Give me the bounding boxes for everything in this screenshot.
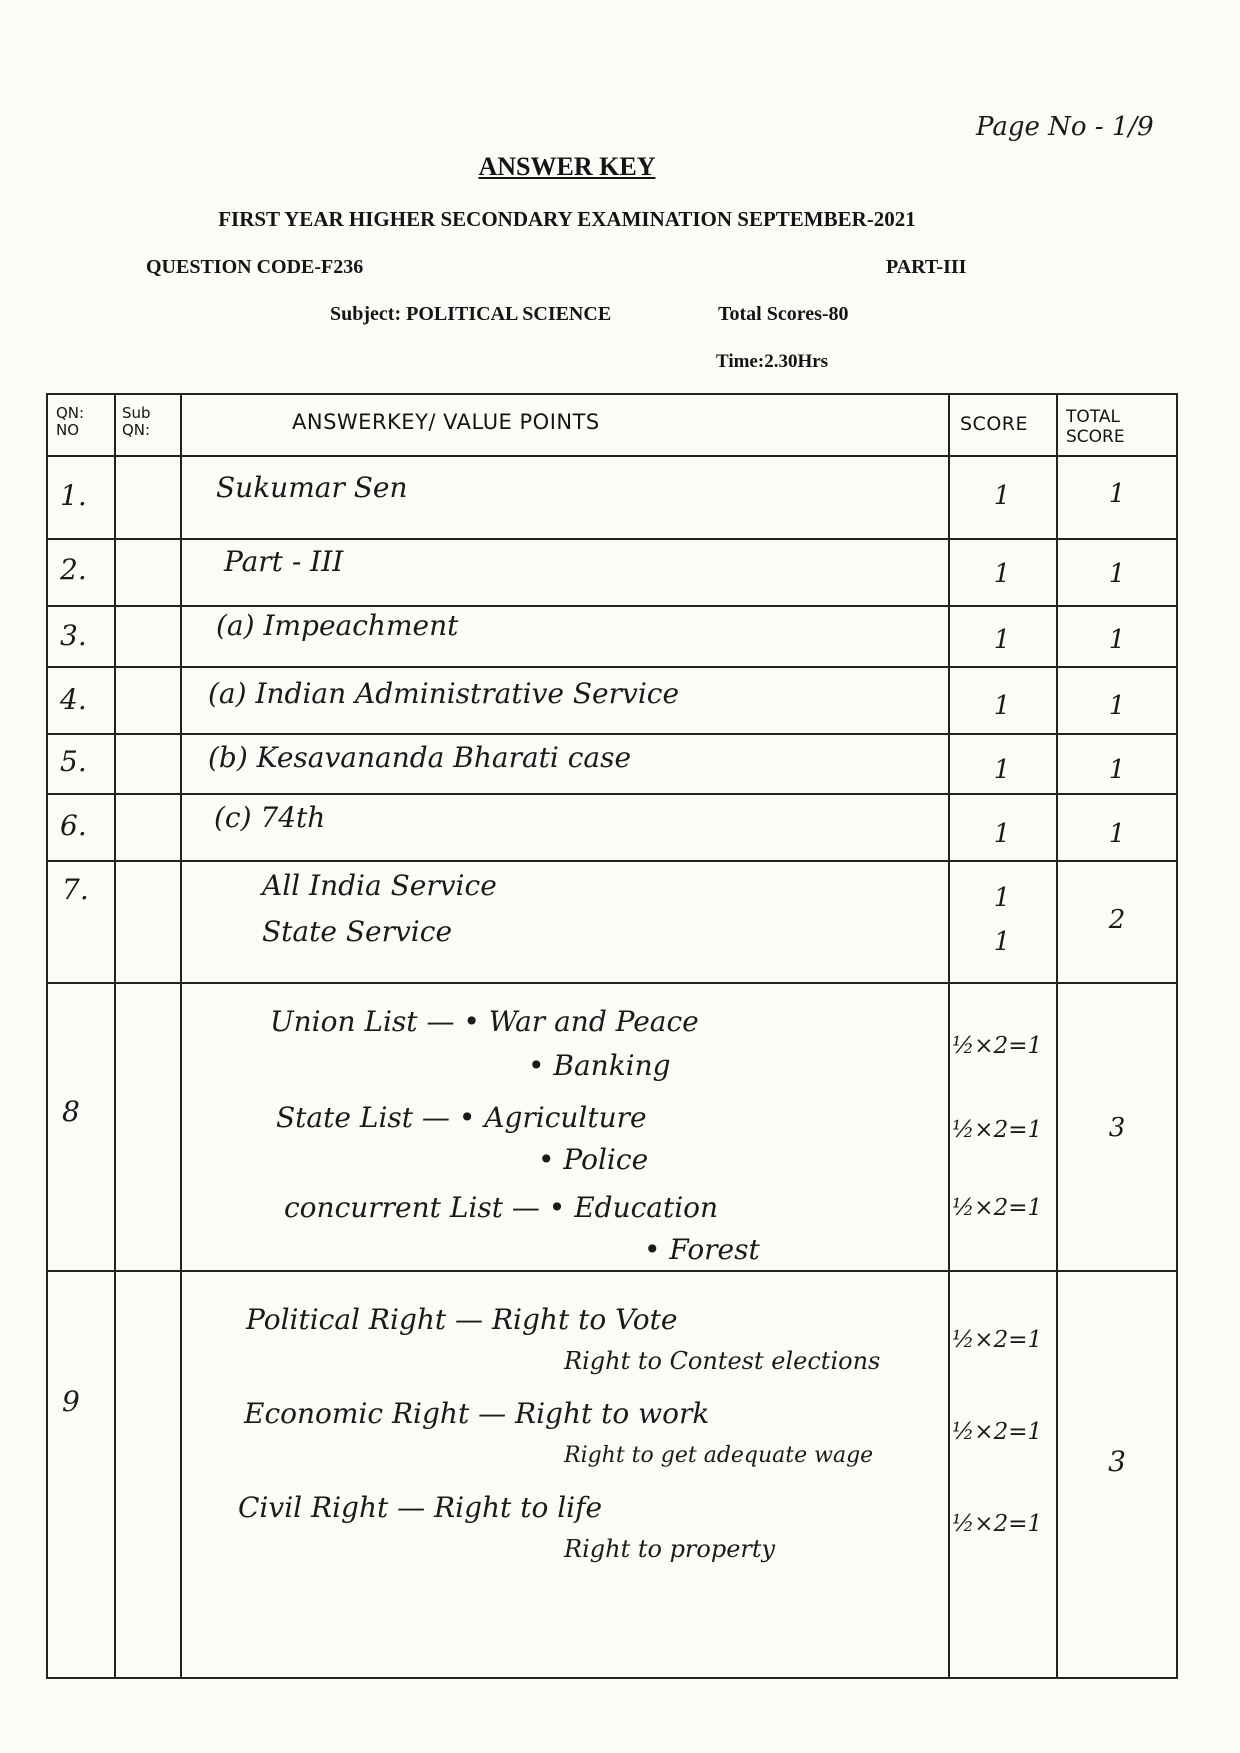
row-divider: [48, 666, 1176, 668]
answer-text: Right to get adequate wage: [564, 1443, 874, 1468]
answer-text: State Service: [262, 915, 453, 948]
row-divider: [48, 982, 1176, 984]
score-value: 1: [993, 481, 1011, 511]
header-sub-qn: Sub QN:: [122, 404, 151, 439]
column-divider: [180, 395, 182, 1677]
answer-text: • Police: [538, 1143, 649, 1176]
score-value: ½×2=1: [952, 1195, 1043, 1221]
question-number: 4.: [60, 683, 87, 716]
score-value: 1: [993, 691, 1011, 721]
subject-label: Subject: POLITICAL SCIENCE: [330, 303, 612, 325]
question-number: 8: [62, 1095, 80, 1128]
header-total-score: TOTAL SCORE: [1066, 407, 1125, 447]
total-scores-label: Total Scores-80: [718, 303, 849, 325]
part-label: PART-III: [886, 256, 967, 278]
answer-table: [46, 393, 1178, 1679]
page-title: ANSWER KEY: [478, 152, 656, 181]
row-divider: [48, 1270, 1176, 1272]
question-number: 7.: [62, 873, 89, 906]
row-divider: [48, 793, 1176, 795]
total-score-value: 1: [1108, 819, 1126, 849]
row-divider: [48, 455, 1176, 457]
answer-text: (c) 74th: [214, 801, 326, 834]
answer-text: Union List — • War and Peace: [270, 1005, 699, 1038]
header-answer: ANSWERKEY/ VALUE POINTS: [292, 410, 600, 434]
score-value: 1: [993, 559, 1011, 589]
row-divider: [48, 733, 1176, 735]
answer-text: • Forest: [644, 1233, 760, 1266]
exam-name: FIRST YEAR HIGHER SECONDARY EXAMINATION SEPTEMBER-2021: [218, 207, 916, 231]
score-value: ½×2=1: [952, 1419, 1043, 1445]
header-qn-no: QN: NO: [56, 404, 85, 439]
total-score-value: 3: [1108, 1113, 1126, 1143]
answer-text: All India Service: [262, 869, 497, 902]
total-score-value: 1: [1108, 625, 1126, 655]
answer-text: • Banking: [528, 1049, 671, 1082]
question-number: 5.: [60, 745, 87, 778]
answer-text: Economic Right — Right to work: [244, 1397, 710, 1430]
question-number: 2.: [60, 553, 87, 586]
header-score: SCORE: [960, 413, 1028, 435]
question-number: 6.: [60, 809, 87, 842]
answer-text: Part - III: [224, 545, 344, 578]
answer-text: concurrent List — • Education: [284, 1191, 719, 1224]
score-value: 1: [993, 927, 1011, 957]
answer-text: (a) Impeachment: [216, 609, 459, 642]
total-score-value: 1: [1108, 755, 1126, 785]
total-score-value: 1: [1108, 691, 1126, 721]
question-number: 3.: [60, 619, 87, 652]
score-value: 1: [993, 755, 1011, 785]
answer-text: Political Right — Right to Vote: [246, 1303, 678, 1336]
column-divider: [114, 395, 116, 1677]
answer-text: Sukumar Sen: [216, 471, 408, 504]
question-code: QUESTION CODE-F236: [146, 256, 364, 278]
page-number: Page No - 1/9: [976, 112, 1154, 142]
score-value: ½×2=1: [952, 1033, 1043, 1059]
total-score-value: 1: [1108, 559, 1126, 589]
score-value: ½×2=1: [952, 1117, 1043, 1143]
answer-text: Right to property: [564, 1535, 776, 1563]
answer-text: Civil Right — Right to life: [238, 1491, 603, 1524]
answer-text: State List — • Agriculture: [276, 1101, 647, 1134]
total-score-value: 2: [1108, 905, 1126, 935]
score-value: 1: [993, 883, 1011, 913]
score-value: ½×2=1: [952, 1327, 1043, 1353]
question-number: 9: [62, 1385, 80, 1418]
question-number: 1.: [60, 479, 87, 512]
time-label: Time:2.30Hrs: [716, 351, 829, 372]
score-value: 1: [993, 819, 1011, 849]
row-divider: [48, 605, 1176, 607]
row-divider: [48, 538, 1176, 540]
score-value: 1: [993, 625, 1011, 655]
total-score-value: 3: [1108, 1445, 1126, 1478]
row-divider: [48, 860, 1176, 862]
answer-text: (b) Kesavananda Bharati case: [208, 741, 632, 774]
answer-text: (a) Indian Administrative Service: [208, 677, 680, 710]
total-score-value: 1: [1108, 479, 1126, 509]
score-value: ½×2=1: [952, 1511, 1043, 1537]
answer-text: Right to Contest elections: [564, 1347, 881, 1375]
